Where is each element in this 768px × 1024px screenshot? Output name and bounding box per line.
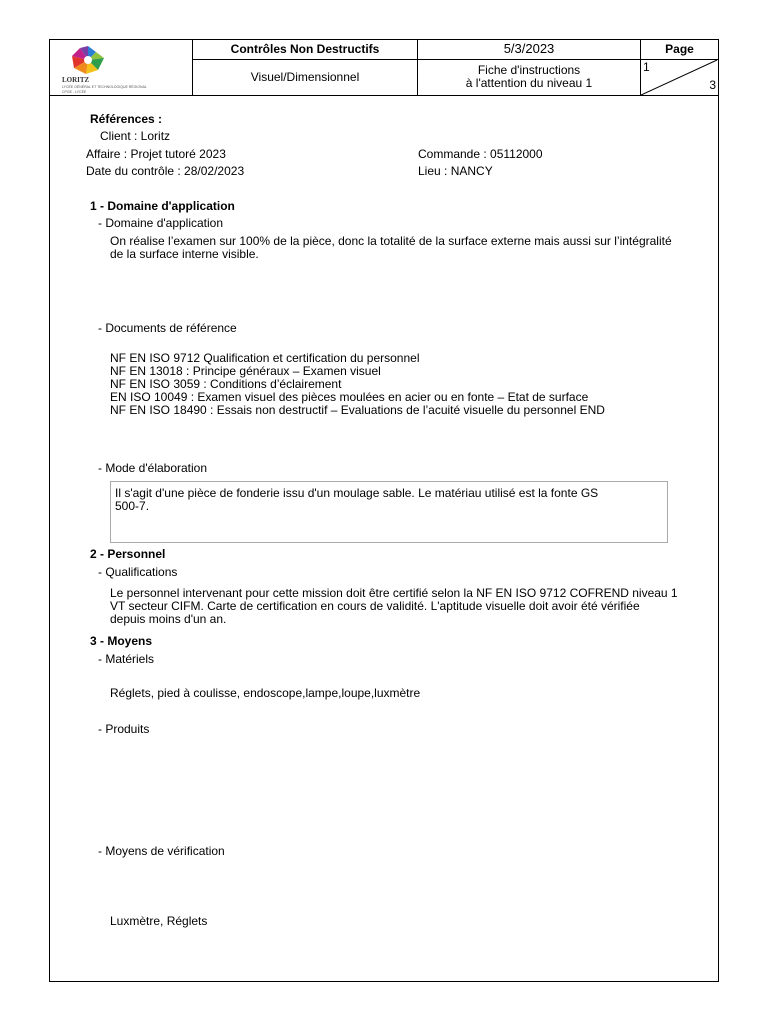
document-page [49, 39, 719, 982]
doc-ref-5: NF EN ISO 18490 : Essais non destructif – Evaluations de l’acuité visuelle du personnel END [110, 403, 605, 417]
doc-ref-4: EN ISO 10049 : Examen visuel des pièces moulées en acier ou en fonte – Etat de surface [110, 390, 589, 404]
references-lieu: Lieu : NANCY [418, 164, 493, 178]
section2-sub1: - Qualifications [98, 565, 178, 579]
materiels-list: Réglets, pied à coulisse, endoscope,lampe,loupe,luxmètre [110, 686, 421, 700]
section3-sub3: - Moyens de vérification [98, 844, 225, 858]
section1-text-line1: On réalise l’examen sur 100% de la pièce, donc la totalité de la surface externe mais aussi sur l’intégralité [110, 234, 672, 248]
logo-org-name: LORITZ [62, 76, 90, 84]
references-commande: Commande : 05112000 [418, 147, 543, 161]
header-title-bottom: Visuel/Dimensionnel [193, 60, 418, 96]
doc-ref-3: NF EN ISO 3059 : Conditions d’éclairement [110, 377, 342, 391]
section2-heading: 2 - Personnel [90, 547, 166, 561]
header-date: 5/3/2023 [418, 40, 641, 60]
logo-org-subtitle: LYCÉE GÉNÉRAL ET TECHNOLOGIQUE RÉGIONAL [62, 85, 147, 89]
header-title-top: Contrôles Non Destructifs [193, 40, 418, 60]
mode-elaboration-box [110, 481, 668, 543]
loritz-logo [50, 40, 193, 96]
section1-sub1: - Domaine d'application [98, 216, 224, 230]
references-affaire: Affaire : Projet tutoré 2023 [86, 147, 226, 161]
references-heading: Références : [90, 112, 163, 126]
section1-heading: 1 - Domaine d'application [90, 199, 235, 213]
verification-list: Luxmètre, Réglets [110, 914, 208, 928]
logo-flower-icon [68, 44, 108, 80]
header-fiche [418, 60, 641, 96]
page-current: 1 [643, 60, 650, 74]
header-fiche-line2: à l'attention du niveau 1 [465, 76, 593, 90]
doc-ref-1: NF EN ISO 9712 Qualification et certification du personnel [110, 351, 420, 365]
header-page-number [641, 60, 718, 96]
header-fiche-line1: Fiche d'instructions [477, 63, 581, 77]
section2-text-line3: depuis moins d'un an. [110, 612, 227, 626]
page-diagonal-divider [641, 60, 718, 96]
section2-text-line1: Le personnel intervenant pour cette mission doit être certifié selon la NF EN ISO 9712 COFREND niveau 1 [110, 586, 678, 600]
section1-text-line2: de la surface interne visible. [110, 247, 259, 261]
header-page-label: Page [641, 40, 718, 60]
section1-sub2: - Documents de référence [98, 321, 237, 335]
section3-sub1: - Matériels [98, 652, 155, 666]
page-total: 3 [709, 78, 716, 92]
section1-sub3: - Mode d'élaboration [98, 461, 208, 475]
mode-line1: Il s'agit d'une pièce de fonderie issu d'un moulage sable. Le matériau utilisé est la fonte GS [115, 486, 599, 500]
references-date-controle: Date du contrôle : 28/02/2023 [86, 164, 245, 178]
logo-org-subtitle-2: CPGE - LYCÉE [62, 90, 87, 94]
doc-ref-2: NF EN 13018 : Principe généraux – Examen visuel [110, 364, 381, 378]
mode-line2: 500-7. [115, 499, 150, 513]
section2-text-line2: VT secteur CIFM. Carte de certification en cours de validité. L'aptitude visuelle doit avoir été vérifiée [110, 599, 640, 613]
section3-sub2: - Produits [98, 722, 150, 736]
section3-heading: 3 - Moyens [90, 634, 153, 648]
references-client: Client : Loritz [100, 129, 171, 143]
